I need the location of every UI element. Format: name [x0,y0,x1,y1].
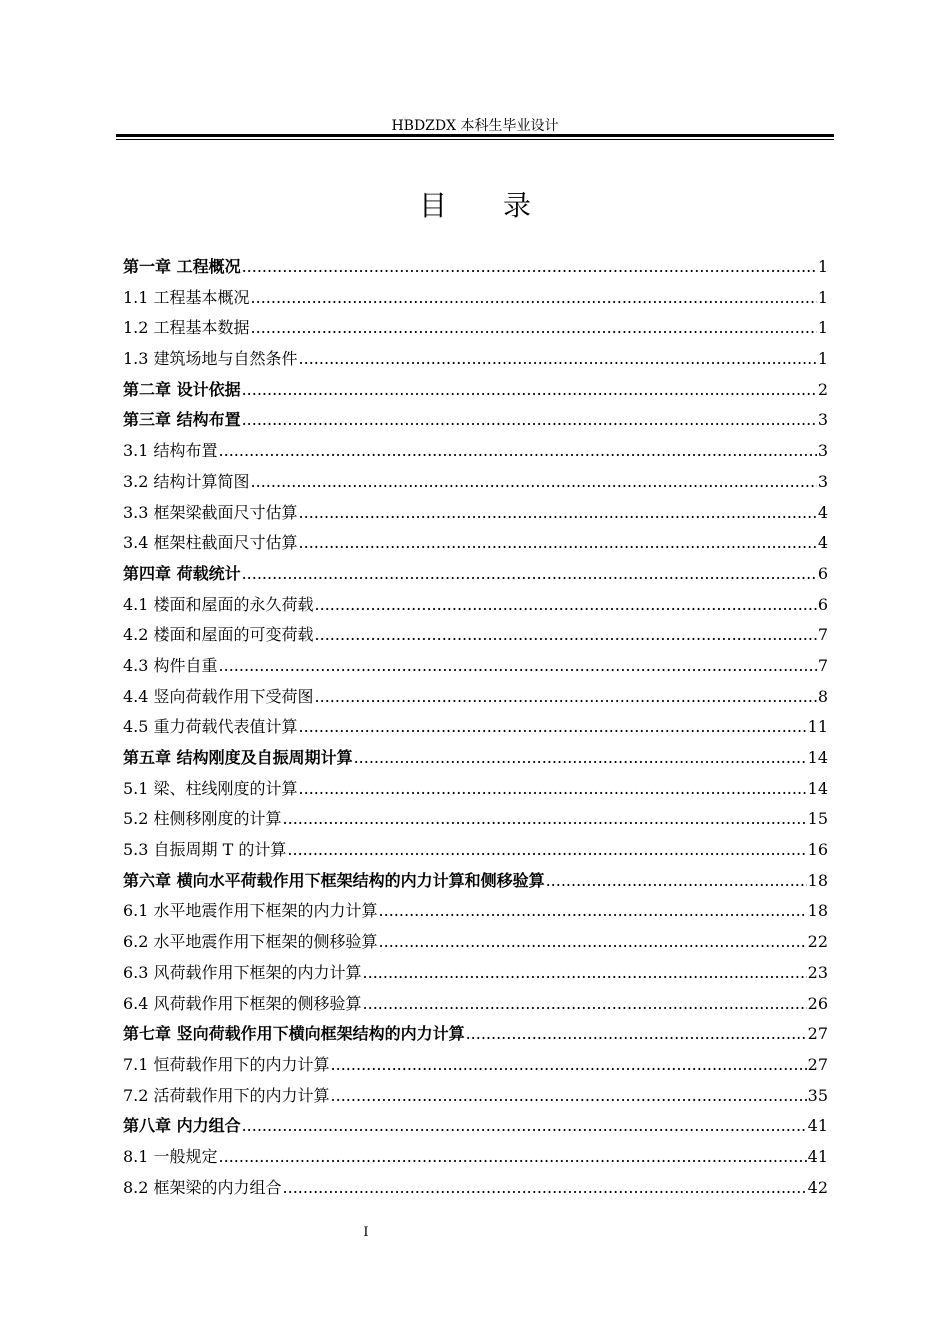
toc-entry-page: 7 [817,625,828,645]
toc-dot-leader [379,896,807,927]
toc-dot-leader [299,498,817,529]
toc-entry-label: 3.1 结构布置 [123,441,218,461]
toc-entry-page: 11 [807,717,828,737]
toc-entry-label: 3.4 框架柱截面尺寸估算 [123,533,298,553]
toc-entry-label: 6.3 风荷载作用下框架的内力计算 [123,962,362,982]
toc-entry-page: 3 [817,410,828,430]
toc-dot-leader [251,467,817,498]
toc-entry-page: 1 [817,287,828,307]
toc-dot-leader [331,1050,807,1081]
toc-dot-leader [287,835,806,866]
toc-dot-leader [283,804,807,835]
toc-entry-label: 第四章 荷载统计 [123,563,241,583]
toc-chapter-entry[interactable] [123,559,828,590]
toc-section-entry[interactable] [123,774,828,805]
toc-section-entry[interactable] [123,835,828,866]
toc-entry-label: 第六章 横向水平荷载作用下框架结构的内力计算和侧移验算 [123,870,545,890]
toc-entry-page: 41 [807,1146,828,1166]
toc-dot-leader [466,1019,807,1050]
toc-entry-label: 6.4 风荷载作用下框架的侧移验算 [123,993,362,1013]
toc-section-entry[interactable] [123,1173,828,1204]
toc-section-entry[interactable] [123,804,828,835]
toc-entry-label: 5.2 柱侧移刚度的计算 [123,809,282,829]
toc-dot-leader [219,436,817,467]
toc-entry-page: 1 [817,318,828,338]
header-rule-thick [116,134,834,137]
toc-entry-label: 8.1 一般规定 [123,1146,218,1166]
toc-entry-page: 23 [807,962,828,982]
toc-entry-page: 14 [807,778,828,798]
toc-entry-page: 7 [817,655,828,675]
toc-entry-label: 1.1 工程基本概况 [123,287,250,307]
toc-entry-label: 4.4 竖向荷载作用下受荷图 [123,686,314,706]
toc-title: 目录 [418,189,587,222]
toc-entry-label: 第三章 结构布置 [123,410,241,430]
toc-entry-label: 1.2 工程基本数据 [123,318,250,338]
toc-section-entry[interactable] [123,590,828,621]
toc-dot-leader [242,375,817,406]
toc-section-entry[interactable] [123,651,828,682]
toc-entry-label: 6.2 水平地震作用下框架的侧移验算 [123,932,378,952]
toc-section-entry[interactable] [123,498,828,529]
toc-section-entry[interactable] [123,283,828,314]
toc-entry-page: 22 [807,932,828,952]
toc-entry-label: 5.3 自振周期 T 的计算 [123,840,287,860]
toc-entry-label: 6.1 水平地震作用下框架的内力计算 [123,901,378,921]
toc-entry-label: 4.3 构件自重 [123,655,218,675]
toc-dot-leader [546,866,807,897]
toc-entry-label: 4.1 楼面和屋面的永久荷载 [123,594,314,614]
toc-section-entry[interactable] [123,927,828,958]
toc-entry-page: 3 [817,441,828,461]
toc-entry-page: 18 [807,901,828,921]
toc-entry-label: 4.5 重力荷载代表值计算 [123,717,298,737]
toc-entry-page: 6 [817,594,828,614]
toc-entry-label: 8.2 框架梁的内力组合 [123,1177,282,1197]
toc-entry-label: 第七章 竖向荷载作用下横向框架结构的内力计算 [123,1024,465,1044]
header-rule-thin [116,139,834,140]
toc-section-entry[interactable] [123,958,828,989]
toc-dot-leader [379,927,807,958]
toc-dot-leader [354,743,807,774]
toc-chapter-entry[interactable] [123,743,828,774]
toc-entry-label: 3.3 框架梁截面尺寸估算 [123,502,298,522]
toc-dot-leader [219,1142,807,1173]
toc-section-entry[interactable] [123,436,828,467]
toc-chapter-entry[interactable] [123,405,828,436]
toc-dot-leader [299,344,817,375]
toc-entry-page: 3 [817,471,828,491]
toc-entry-page: 15 [807,809,828,829]
toc-section-entry[interactable] [123,989,828,1020]
toc-chapter-entry[interactable] [123,375,828,406]
toc-entry-page: 27 [807,1054,828,1074]
toc-entry-page: 4 [817,502,828,522]
page-header: HBDZDX 本科生毕业设计 [391,118,559,134]
toc-dot-leader [331,1081,807,1112]
toc-section-entry[interactable] [123,313,828,344]
toc-entry-page: 41 [807,1116,828,1136]
toc-entry-page: 27 [807,1024,828,1044]
toc-section-entry[interactable] [123,344,828,375]
toc-section-entry[interactable] [123,1081,828,1112]
toc-section-entry[interactable] [123,528,828,559]
toc-dot-leader [242,559,817,590]
toc-entry-page: 8 [817,686,828,706]
toc-section-entry[interactable] [123,467,828,498]
toc-dot-leader [242,1111,807,1142]
toc-dot-leader [251,283,817,314]
toc-entry-label: 第八章 内力组合 [123,1116,241,1136]
toc-entry-page: 14 [807,748,828,767]
toc-dot-leader [299,528,817,559]
toc-dot-leader [219,651,817,682]
toc-chapter-entry[interactable] [123,866,828,897]
toc-dot-leader [315,590,817,621]
toc-entry-label: 第二章 设计依据 [123,379,241,399]
page-number: I [363,1225,369,1240]
toc-section-entry[interactable] [123,1142,828,1173]
toc-entry-label: 3.2 结构计算简图 [123,471,250,491]
toc-chapter-entry[interactable] [123,1019,828,1050]
toc-dot-leader [283,1173,807,1204]
toc-dot-leader [299,712,807,743]
toc-entry-label: 1.3 建筑场地与自然条件 [123,349,298,369]
toc-section-entry[interactable] [123,1050,828,1081]
toc-entry-label: 5.1 梁、柱线刚度的计算 [123,778,298,798]
toc-entry-page: 35 [807,1085,828,1105]
toc-entry-page: 26 [807,993,828,1013]
toc-section-entry[interactable] [123,896,828,927]
toc-dot-leader [242,252,817,283]
toc-entry-page: 1 [817,349,828,369]
toc-entry-page: 2 [817,379,828,399]
toc-entry-label: 第五章 结构刚度及自振周期计算 [123,748,353,767]
toc-entry-label: 7.1 恒荷载作用下的内力计算 [123,1054,330,1074]
toc-chapter-entry[interactable] [123,1111,828,1142]
toc-entry-label: 4.2 楼面和屋面的可变荷载 [123,625,314,645]
toc-dot-leader [315,682,817,713]
toc-entry-page: 16 [807,840,828,860]
toc-entry-page: 1 [817,257,828,276]
toc-entry-page: 6 [817,563,828,583]
toc-entry-page: 18 [807,870,828,890]
toc-dot-leader [363,958,807,989]
toc-chapter-entry[interactable] [123,252,828,283]
table-of-contents [123,252,828,1203]
toc-dot-leader [315,620,817,651]
toc-dot-leader [299,774,807,805]
toc-entry-label: 第一章 工程概况 [123,257,241,276]
toc-section-entry[interactable] [123,712,828,743]
toc-dot-leader [242,405,817,436]
toc-section-entry[interactable] [123,682,828,713]
toc-section-entry[interactable] [123,620,828,651]
toc-entry-page: 4 [817,533,828,553]
toc-entry-page: 42 [807,1177,828,1197]
toc-dot-leader [363,989,807,1020]
toc-dot-leader [251,313,817,344]
toc-entry-label: 7.2 活荷载作用下的内力计算 [123,1085,330,1105]
